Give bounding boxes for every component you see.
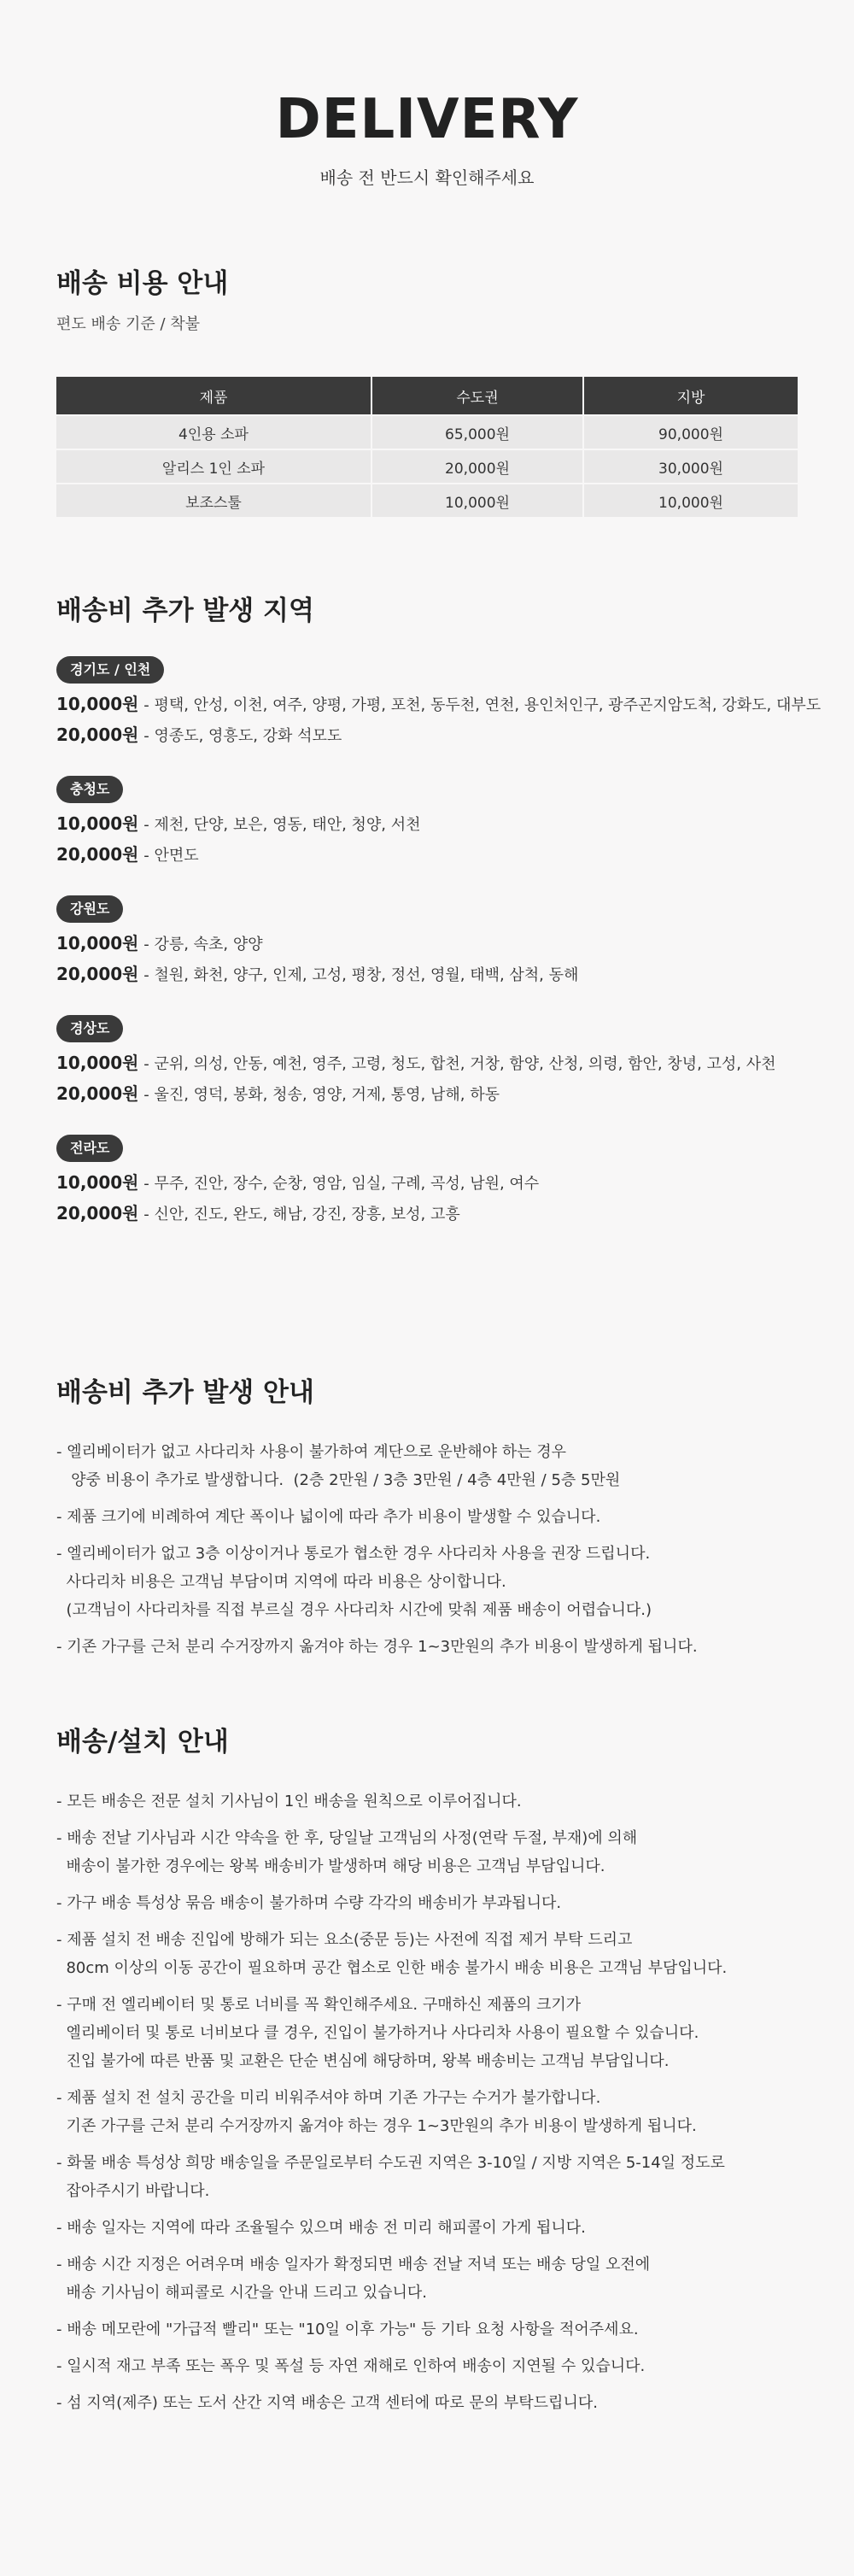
region-badge: 경기도 / 인천 [56, 656, 164, 684]
column-header-product: 제품 [56, 377, 372, 414]
install-section-title: 배송/설치 안내 [56, 1727, 229, 1757]
page-subtitle: 배송 전 반드시 확인해주세요 [319, 167, 535, 188]
page-title: DELIVERY [275, 88, 579, 151]
table-header-row [56, 377, 798, 414]
fee-areas: - 울진, 영덕, 봉화, 청송, 영양, 거제, 통영, 남해, 하동 [138, 1086, 500, 1104]
fee-amount: 10,000원 [56, 933, 139, 954]
region-fee-line [56, 933, 798, 955]
fee-areas: - 안면도 [138, 847, 199, 865]
list-item: - 배송 메모란에 "가급적 빨리" 또는 "10일 이후 가능" 등 기타 요청 사항을 적어주세요. [56, 2321, 639, 2338]
list-item: - 일시적 재고 부족 또는 폭우 및 폭설 등 자연 재해로 인하여 배송이 지연될 수 있습니다. [56, 2357, 646, 2375]
fee-amount: 20,000원 [56, 964, 139, 984]
region-fee-line [56, 813, 798, 836]
column-header-capital-area: 수도권 [372, 377, 584, 414]
region-fee-line [56, 1053, 798, 1075]
region-gangwon [56, 895, 798, 986]
province-price-cell: 30,000원 [584, 449, 798, 483]
fee-areas: - 평택, 안성, 이천, 여주, 양평, 가평, 포천, 동두천, 연천, 용인처인구, 광주곤지암도척, 강화도, 대부도 [138, 696, 822, 714]
fee-amount: 20,000원 [56, 725, 139, 745]
product-cell: 4인용 소파 [56, 414, 372, 449]
extra-fee-regions-section [56, 589, 822, 1225]
region-fee-line [56, 694, 822, 716]
fee-amount: 20,000원 [56, 1203, 139, 1223]
list-item: - 제품 설치 전 배송 진입에 방해가 되는 요소(중문 등)는 사전에 직접 제거 부탁 드리고 80cm 이상의 이동 공간이 필요하며 공간 협소로 인한 배송 불가시 배송 비용은 고객님 부담입니다. [56, 1931, 728, 1977]
extra-fee-info-section [56, 1370, 798, 1669]
extra-section-title: 배송비 추가 발생 안내 [56, 1377, 314, 1408]
fee-areas: - 군위, 의성, 안동, 예천, 영주, 고령, 청도, 합천, 거창, 함양, 산청, 의령, 함안, 창녕, 고성, 사천 [138, 1055, 776, 1073]
delivery-install-section [56, 1720, 798, 2426]
extra-notes-list [56, 1438, 798, 1661]
list-item: - 화물 배송 특성상 희망 배송일을 주문일로부터 수도권 지역은 3-10일 / 지방 지역은 5-14일 정도로 잡아주시기 바랍니다. [56, 2154, 725, 2200]
table-row [56, 414, 798, 449]
fee-amount: 10,000원 [56, 1053, 139, 1073]
list-item: - 제품 설치 전 설치 공간을 미리 비워주셔야 하며 기존 가구는 수거가 불가합니다. 기존 가구를 근처 분리 수거장까지 옮겨야 하는 경우 1~3만원의 추가 비용이 발생하게 됩니다. [56, 2089, 697, 2135]
regions-section-title: 배송비 추가 발생 지역 [56, 596, 314, 626]
fee-amount: 10,000원 [56, 694, 139, 714]
table-row [56, 449, 798, 483]
capital-price-cell: 20,000원 [372, 449, 584, 483]
region-fee-line [56, 1172, 798, 1194]
capital-price-cell: 65,000원 [372, 414, 584, 449]
capital-price-cell: 10,000원 [372, 483, 584, 517]
region-fee-line [56, 725, 798, 747]
province-price-cell: 90,000원 [584, 414, 798, 449]
fee-amount: 20,000원 [56, 844, 139, 865]
region-fee-line [56, 964, 798, 986]
region-jeolla [56, 1135, 798, 1225]
fee-areas: - 철원, 화천, 양구, 인제, 고성, 평창, 정선, 영월, 태백, 삼척, 동해 [138, 966, 579, 984]
hero-header [0, 0, 854, 189]
cost-section-title: 배송 비용 안내 [56, 268, 229, 299]
region-badge: 전라도 [56, 1135, 123, 1162]
region-chungcheong [56, 776, 798, 866]
region-gyeongsang [56, 1015, 798, 1106]
region-badge: 강원도 [56, 895, 123, 923]
cost-section-subtitle: 편도 배송 기준 / 착불 [56, 315, 201, 333]
list-item: - 섬 지역(제주) 또는 도서 산간 지역 배송은 고객 센터에 따로 문의 부탁드립니다. [56, 2394, 598, 2412]
product-cell: 보조스툴 [56, 483, 372, 517]
province-price-cell: 10,000원 [584, 483, 798, 517]
list-item: - 배송 일자는 지역에 따라 조율될수 있으며 배송 전 미리 해피콜이 가게 됩니다. [56, 2219, 586, 2237]
fee-amount: 20,000원 [56, 1083, 139, 1104]
delivery-cost-table [56, 377, 798, 517]
product-cell: 알리스 1인 소파 [56, 449, 372, 483]
list-item: - 모든 배송은 전문 설치 기사님이 1인 배송을 원칙으로 이루어집니다. [56, 1793, 522, 1810]
install-notes-list [56, 1787, 798, 2417]
list-item: - 가구 배송 특성상 묶음 배송이 불가하며 수량 각각의 배송비가 부과됩니다. [56, 1894, 562, 1912]
fee-areas: - 신안, 진도, 완도, 해남, 강진, 장흥, 보성, 고흥 [138, 1206, 460, 1223]
region-fee-line [56, 844, 798, 866]
delivery-cost-section [56, 261, 798, 517]
fee-areas: - 무주, 진안, 장수, 순창, 영암, 임실, 구례, 곡성, 남원, 여수 [138, 1175, 540, 1193]
fee-areas: - 영종도, 영흥도, 강화 석모도 [138, 727, 342, 745]
list-item: - 배송 시간 지정은 어려우며 배송 일자가 확정되면 배송 전날 저녁 또는 배송 당일 오전에 배송 기사님이 해피콜로 시간을 안내 드리고 있습니다. [56, 2256, 651, 2302]
region-gyeonggi-incheon [56, 656, 822, 747]
list-item: - 구매 전 엘리베이터 및 통로 너비를 꼭 확인해주세요. 구매하신 제품의 크기가 엘리베이터 및 통로 너비보다 클 경우, 진입이 불가하거나 사다리차 사용이 필요할 수 있습니다. 진입 불가에 따른 반품 및 교환은 단순 변심에 해당하며, 왕복 배송비는 고객님 부담입니다. [56, 1996, 699, 2070]
region-fee-line [56, 1083, 798, 1106]
region-badge: 경상도 [56, 1015, 123, 1042]
fee-areas: - 제천, 단양, 보은, 영동, 태안, 청양, 서천 [138, 816, 421, 834]
region-fee-line [56, 1203, 798, 1225]
list-item: - 엘리베이터가 없고 사다리차 사용이 불가하여 계단으로 운반해야 하는 경우 양중 비용이 추가로 발생합니다. (2층 2만원 / 3층 3만원 / 4층 4만원 / 5층 5만원 [56, 1443, 621, 1489]
list-item: - 엘리베이터가 없고 3층 이상이거나 통로가 협소한 경우 사다리차 사용을 권장 드립니다. 사다리차 비용은 고객님 부담이며 지역에 따라 비용은 상이합니다. (고객님이 사다리차를 직접 부르실 경우 사다리차 시간에 맞춰 제품 배송이 어렵습니다.) [56, 1545, 652, 1619]
list-item: - 제품 크기에 비례하여 계단 폭이나 넓이에 따라 추가 비용이 발생할 수 있습니다. [56, 1508, 601, 1526]
fee-amount: 10,000원 [56, 813, 139, 834]
fee-areas: - 강릉, 속초, 양양 [138, 936, 263, 954]
list-item: - 기존 가구를 근처 분리 수거장까지 옮겨야 하는 경우 1~3만원의 추가 비용이 발생하게 됩니다. [56, 1638, 698, 1656]
region-badge: 충청도 [56, 776, 123, 803]
table-row [56, 483, 798, 517]
fee-amount: 10,000원 [56, 1172, 139, 1193]
list-item: - 배송 전날 기사님과 시간 약속을 한 후, 당일날 고객님의 사정(연락 두절, 부재)에 의해 배송이 불가한 경우에는 왕복 배송비가 발생하며 해당 비용은 고객님 부담입니다. [56, 1829, 638, 1875]
column-header-provinces: 지방 [584, 377, 798, 414]
